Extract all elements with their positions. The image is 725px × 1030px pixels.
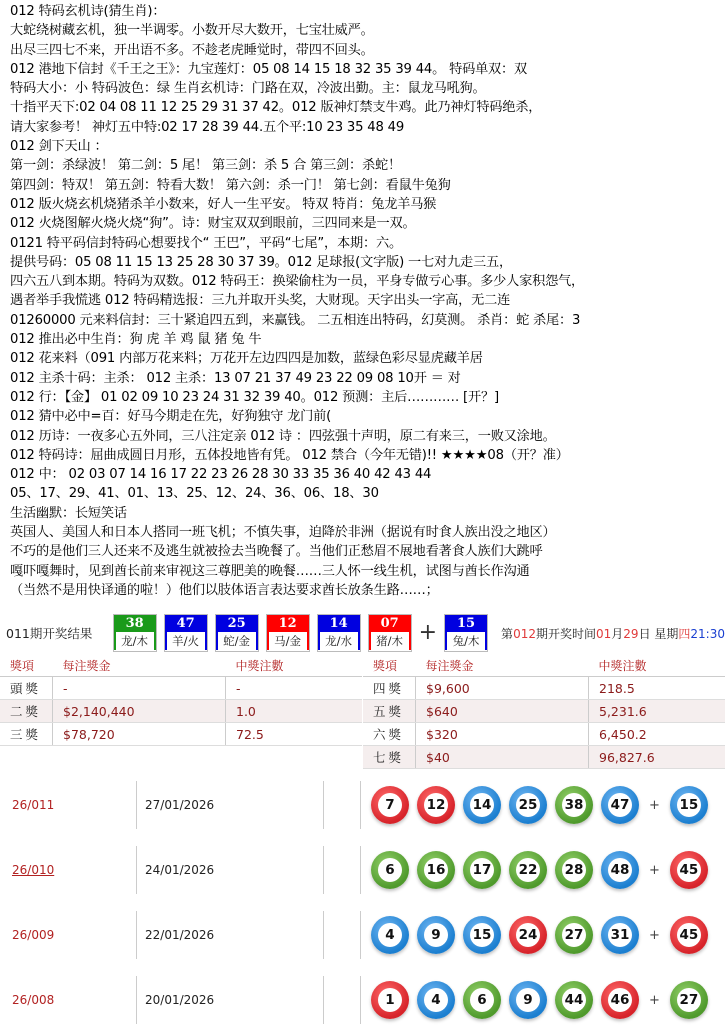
text-line: （当然不是用快译通的啦！）他们以肢体语言表达要求酋长放条生路……； (10, 581, 722, 600)
result-number-box (444, 614, 488, 652)
text-line: 012 花来料（091 内部万花来料；万花开左边四四是加数，蓝绿色彩尽显虎藏羊居 (10, 349, 722, 368)
lottery-ball-green (417, 851, 455, 889)
divider (360, 781, 361, 829)
result-number-box (368, 614, 412, 652)
header-count: 中獎注數 (589, 654, 725, 677)
ball-number: 16 (424, 858, 448, 882)
divider (360, 911, 361, 959)
period-link[interactable]: 26/009 (0, 928, 136, 942)
plus-sign: + (649, 863, 660, 878)
text-line: 012 中： 02 03 07 14 16 17 22 23 26 28 30 33 35 36 40 42 43 44 (10, 465, 722, 484)
ball-number: 14 (470, 793, 494, 817)
divider (360, 846, 361, 894)
divider (360, 976, 361, 1024)
draw-date: 24/01/2026 (137, 863, 323, 877)
prize-row (363, 677, 725, 700)
result-zodiac: 蛇/金 (216, 632, 258, 650)
next-draw-weekday: 四 (678, 627, 690, 641)
result-number-box (317, 614, 361, 652)
lottery-ball-green (371, 851, 409, 889)
prize-name: 五獎 (363, 700, 416, 723)
ball-number: 22 (516, 858, 540, 882)
ball-set (371, 786, 716, 824)
text-line: 05、17、29、41、01、13、25、12、24、36、06、18、30 (10, 484, 722, 503)
lottery-ball-blue (371, 916, 409, 954)
ball-number: 38 (562, 793, 586, 817)
text-line: 大蛇绕树藏玄机，独一半调零。小数开尽大数开，七宝壮威严。 (10, 21, 722, 40)
lottery-ball-red (371, 786, 409, 824)
text-line: 012 猜中必中=百：好马今期走在先，好狗独守 龙门前( (10, 407, 722, 426)
next-draw-period: 012 (513, 627, 536, 641)
ball-number: 45 (677, 858, 701, 882)
plus-sign: + (649, 798, 660, 813)
prize-row (0, 700, 362, 723)
text-line: 嘎吓嘎舞时，见到酋长前来审视这三尊肥美的晚餐……三人怀一线生机，试图与酋长作沟通 (10, 562, 722, 581)
ball-number: 9 (516, 988, 540, 1012)
result-zodiac: 龙/木 (114, 632, 156, 650)
text-line: 012 行：【金】 01 02 09 10 23 24 31 32 39 40。012 预测：主后………… [开？] (10, 388, 722, 407)
prize-count: 218.5 (589, 677, 725, 700)
prize-row (0, 723, 362, 746)
lottery-ball-blue (417, 916, 455, 954)
ball-number: 7 (378, 793, 402, 817)
header-prize: 獎項 (363, 654, 416, 677)
lottery-ball-red (509, 916, 547, 954)
forum-text-block (10, 2, 722, 600)
draw-date: 27/01/2026 (137, 798, 323, 812)
prize-count: 5,231.6 (589, 700, 725, 723)
prize-name: 頭獎 (0, 677, 53, 700)
lottery-ball-green (509, 851, 547, 889)
lottery-ball-blue (601, 786, 639, 824)
lottery-ball-blue (463, 786, 501, 824)
text-line: 012 历诗：一夜多心五外同，三八注定亲 012 诗 ：四弦强十声明，原二有来三，一败又涂地。 (10, 427, 722, 446)
ball-set (371, 851, 716, 889)
prize-count: 6,450.2 (589, 723, 725, 746)
ball-number: 4 (378, 923, 402, 947)
text-line: 012 推出必中生肖：狗 虎 羊 鸡 鼠 猪 兔 牛 (10, 330, 722, 349)
draw-date: 20/01/2026 (137, 993, 323, 1007)
lottery-ball-green (555, 786, 593, 824)
text-line: 第四剑：特双！ 第五剑：特看大数！ 第六剑：杀一门！ 第七剑：看鼠牛兔狗 (10, 176, 722, 195)
result-zodiac: 羊/火 (165, 632, 207, 650)
prize-amount: $40 (416, 746, 589, 769)
prize-count: 72.5 (226, 723, 363, 746)
ball-number: 15 (470, 923, 494, 947)
text-line: 特码大小：小 特码波色：绿 生肖玄机诗：门路在双，冷波出勤。主：鼠龙马吼狗。 (10, 79, 722, 98)
draw-history-list (0, 775, 725, 1030)
text-line: 012 版火烧玄机烧猪杀羊小数来，好人一生平安。 特双 特肖：兔龙羊马猴 (10, 195, 722, 214)
ball-number: 47 (608, 793, 632, 817)
text-line: 0121 特平码信封特码心想要找个“ 王巴”，平码“七尾”，本期：六。 (10, 234, 722, 253)
result-number: 38 (114, 615, 156, 632)
results-title: 011期开奖结果 (6, 624, 113, 642)
ball-number: 46 (608, 988, 632, 1012)
result-zodiac: 马/金 (267, 632, 309, 650)
ball-number: 9 (424, 923, 448, 947)
ball-number: 45 (677, 923, 701, 947)
lottery-ball-blue (463, 916, 501, 954)
prize-amount: - (53, 677, 226, 700)
result-number: 25 (216, 615, 258, 632)
text-line: 012 火烧图解火烧火烧“狗”。诗：财宝双双到眼前，三四同来是一双。 (10, 214, 722, 233)
next-draw-time: 21:30 (690, 627, 725, 641)
divider (323, 911, 324, 959)
ball-number: 6 (470, 988, 494, 1012)
lottery-ball-green (670, 981, 708, 1019)
lottery-ball-blue (509, 786, 547, 824)
text-line: 012 特码玄机诗(猜生肖)： (10, 2, 722, 21)
prize-table-right (363, 654, 725, 769)
next-draw-label: 期开奖时间 (536, 627, 596, 641)
prize-name: 七獎 (363, 746, 416, 769)
prize-amount: $320 (416, 723, 589, 746)
period-link[interactable]: 26/008 (0, 993, 136, 1007)
history-row (0, 905, 725, 965)
lottery-ball-green (555, 851, 593, 889)
next-draw-prefix: 第 (501, 627, 513, 641)
result-number-box (215, 614, 259, 652)
ball-number: 4 (424, 988, 448, 1012)
ball-set (371, 916, 716, 954)
lottery-ball-red (417, 786, 455, 824)
result-number: 47 (165, 615, 207, 632)
period-link[interactable]: 26/010 (0, 863, 136, 877)
header-count: 中獎注數 (226, 654, 363, 677)
lottery-ball-blue (509, 981, 547, 1019)
prize-name: 二獎 (0, 700, 53, 723)
ball-number: 6 (378, 858, 402, 882)
prize-count: - (226, 677, 363, 700)
lottery-ball-green (463, 851, 501, 889)
ball-number: 24 (516, 923, 540, 947)
ball-number: 31 (608, 923, 632, 947)
text-line: 提供号码：05 08 11 15 13 25 28 30 37 39。012 足球报(文字版) 一七对九走三五， (10, 253, 722, 272)
ball-number: 12 (424, 793, 448, 817)
prize-name: 四獎 (363, 677, 416, 700)
lottery-ball-red (670, 916, 708, 954)
result-zodiac: 龙/水 (318, 632, 360, 650)
ball-number: 17 (470, 858, 494, 882)
text-line: 遇者举手我慌逃 012 特码精选报：三九并取开头奖，大财现。天字出头一字高，无二连 (10, 291, 722, 310)
prize-row (363, 700, 725, 723)
lottery-ball-red (670, 851, 708, 889)
result-numbers (113, 614, 495, 652)
text-line: 第一剑：杀绿波！ 第二剑：5 尾！ 第三剑：杀 5 合 第三剑：杀蛇！ (10, 156, 722, 175)
text-line: 出尽三四七不来，开出语不多。不趁老虎睡觉时，带四不回头。 (10, 41, 722, 60)
result-number: 12 (267, 615, 309, 632)
prize-table-section (0, 654, 725, 774)
prize-amount: $2,140,440 (53, 700, 226, 723)
prize-name: 六獎 (363, 723, 416, 746)
ball-number: 25 (516, 793, 540, 817)
result-number: 07 (369, 615, 411, 632)
divider (323, 976, 324, 1024)
text-line: 不巧的是他们三人还来不及逃生就被捡去当晚餐了。当他们正愁眉不展地看著食人族们大跳呼 (10, 542, 722, 561)
lottery-ball-blue (601, 916, 639, 954)
ball-set (371, 981, 716, 1019)
lottery-ball-blue (417, 981, 455, 1019)
draw-results-bar (0, 614, 725, 652)
plus-sign: + (649, 928, 660, 943)
lottery-ball-green (555, 916, 593, 954)
text-line: 012 港地下信封《千王之王》：九宝莲灯：05 08 14 15 18 32 35 39 44。 特码单双：双 (10, 60, 722, 79)
result-number-box (266, 614, 310, 652)
result-zodiac: 兔/木 (445, 632, 487, 650)
header-prize: 獎項 (0, 654, 53, 677)
lottery-ball-green (555, 981, 593, 1019)
history-row (0, 970, 725, 1030)
plus-sign: + (419, 622, 437, 644)
lottery-ball-blue (670, 786, 708, 824)
history-row (0, 840, 725, 900)
ball-number: 48 (608, 858, 632, 882)
period-link[interactable]: 26/011 (0, 798, 136, 812)
lottery-ball-red (371, 981, 409, 1019)
day-label: 日 星期 (639, 627, 679, 641)
prize-count: 96,827.6 (589, 746, 725, 769)
history-row (0, 775, 725, 835)
ball-number: 15 (677, 793, 701, 817)
draw-date: 22/01/2026 (137, 928, 323, 942)
lottery-ball-blue (601, 851, 639, 889)
prize-row (363, 746, 725, 769)
result-number-box (164, 614, 208, 652)
prize-count: 1.0 (226, 700, 363, 723)
result-zodiac: 猪/木 (369, 632, 411, 650)
divider (323, 781, 324, 829)
lottery-ball-green (463, 981, 501, 1019)
result-number: 14 (318, 615, 360, 632)
result-number: 15 (445, 615, 487, 632)
next-draw-month: 01 (596, 627, 611, 641)
divider (323, 846, 324, 894)
next-draw-info (501, 625, 725, 642)
prize-amount: $640 (416, 700, 589, 723)
prize-row (363, 723, 725, 746)
text-line: 英国人、美国人和日本人搭同一班飞机；不慎失事，迫降於非洲（据说有时食人族出没之地区） (10, 523, 722, 542)
ball-number: 27 (677, 988, 701, 1012)
ball-number: 27 (562, 923, 586, 947)
text-line: 012 剑下天山 ： (10, 137, 722, 156)
text-line: 十指平天下:02 04 08 11 12 25 29 31 37 42。012 版神灯禁支牛鸡。此乃神灯特码绝杀， (10, 98, 722, 117)
lottery-ball-red (601, 981, 639, 1019)
month-label: 月 (611, 627, 623, 641)
ball-number: 1 (378, 988, 402, 1012)
text-line: 012 特码诗：屈曲成圆日月形，五体投地皆有凭。 012 禁合（今年无错)!! ★★★★08（开？准） (10, 446, 722, 465)
text-line: 四六五八到本期。特码为双数。012 特码王：换梁偷柱为一员，平身专做亏心事。多少人家积怨气， (10, 272, 722, 291)
ball-number: 28 (562, 858, 586, 882)
plus-sign: + (649, 993, 660, 1008)
header-amount: 每注獎金 (53, 654, 226, 677)
prize-table-left (0, 654, 362, 746)
ball-number: 44 (562, 988, 586, 1012)
header-amount: 每注獎金 (416, 654, 589, 677)
text-line: 012 主杀十码：主杀： 012 主杀：13 07 21 37 49 23 22 09 08 10开 ＝ 对 (10, 369, 722, 388)
text-line: 01260000 元来料信封：三十紧追四五到，来赢钱。 二五相连出特码，幻莫测。 杀肖：蛇 杀尾：3 (10, 311, 722, 330)
prize-row (0, 677, 362, 700)
text-line: 请大家参考！ 神灯五中特:02 17 28 39 44.五个平:10 23 35 48 49 (10, 118, 722, 137)
next-draw-day: 29 (623, 627, 638, 641)
prize-amount: $9,600 (416, 677, 589, 700)
prize-name: 三獎 (0, 723, 53, 746)
result-number-box (113, 614, 157, 652)
prize-amount: $78,720 (53, 723, 226, 746)
text-line: 生活幽默：长短笑话 (10, 504, 722, 523)
